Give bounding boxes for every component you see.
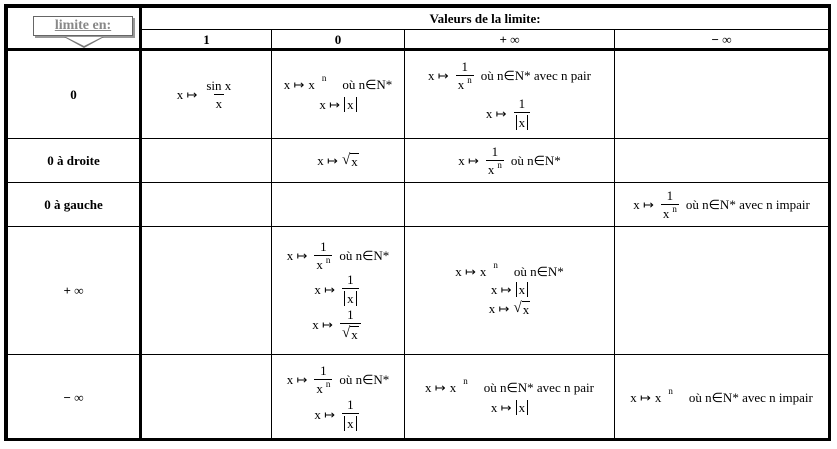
- limits-table-frame: [4, 4, 831, 441]
- cell-0-1: x ↦ $\frac{\text{sin x}}{x}$: [141, 50, 272, 139]
- corner-label: limite en:: [33, 16, 133, 36]
- cell-0d-minus-inf: [615, 139, 829, 183]
- cell-pi-1: [141, 227, 272, 355]
- cell-0g-plus-inf: [405, 183, 615, 227]
- cell-0d-0: x ↦ √ x: [272, 139, 405, 183]
- cell-0-minus-inf: [615, 50, 829, 139]
- col-header-0: 0: [272, 30, 405, 50]
- cell-pi-minus-inf: [615, 227, 829, 355]
- limits-table: [7, 7, 829, 441]
- cell-mi-1: [141, 355, 272, 441]
- row-header-minus-inf: − ∞: [8, 355, 141, 441]
- cell-0d-plus-inf: x ↦ $\frac{1}{x ^n}$ où n∈N*: [405, 139, 615, 183]
- cell-pi-plus-inf: x ↦ x n où n∈N* x ↦ x x ↦ √ x: [405, 227, 615, 355]
- corner-cell: [8, 8, 141, 50]
- col-header-1: 1: [141, 30, 272, 50]
- table-row: [8, 227, 829, 355]
- cell-0-plus-inf: x ↦ $\frac{1}{x ^n}$ où n∈N* avec n pair x ↦ $\frac{1}{x}$: [405, 50, 615, 139]
- cell-mi-0: x ↦ $\frac{1}{x ^n}$ où n∈N* x ↦ $\frac{1}{x}$: [272, 355, 405, 441]
- row-header-plus-inf: + ∞: [8, 227, 141, 355]
- cell-mi-minus-inf: x ↦ x n où n∈N* avec n impair: [615, 355, 829, 441]
- row-header-0: 0: [8, 50, 141, 139]
- cell-0g-1: [141, 183, 272, 227]
- cell-pi-0: x ↦ $\frac{1}{x ^n}$ où n∈N* x ↦ $\frac{1}{x}$ x ↦ 1 √ x: [272, 227, 405, 355]
- table-row: [8, 139, 829, 183]
- cell-0d-1: [141, 139, 272, 183]
- table-row: [8, 50, 829, 139]
- cell-0g-minus-inf: x ↦ $\frac{1}{x ^n}$ où n∈N* avec n impair: [615, 183, 829, 227]
- row-header-0-droite: 0 à droite: [8, 139, 141, 183]
- row-header-0-gauche: 0 à gauche: [8, 183, 141, 227]
- table-row: [8, 183, 829, 227]
- col-header-minus-inf: − ∞: [615, 30, 829, 50]
- corner-arrow-fill-icon: [66, 37, 102, 46]
- cell-0-0: x ↦ x n où n∈N* x ↦ x: [272, 50, 405, 139]
- table-title: Valeurs de la limite:: [141, 8, 829, 30]
- col-header-plus-inf: + ∞: [405, 30, 615, 50]
- table-row: [8, 355, 829, 441]
- cell-mi-plus-inf: x ↦ x n où n∈N* avec n pair x ↦ x: [405, 355, 615, 441]
- cell-0g-0: [272, 183, 405, 227]
